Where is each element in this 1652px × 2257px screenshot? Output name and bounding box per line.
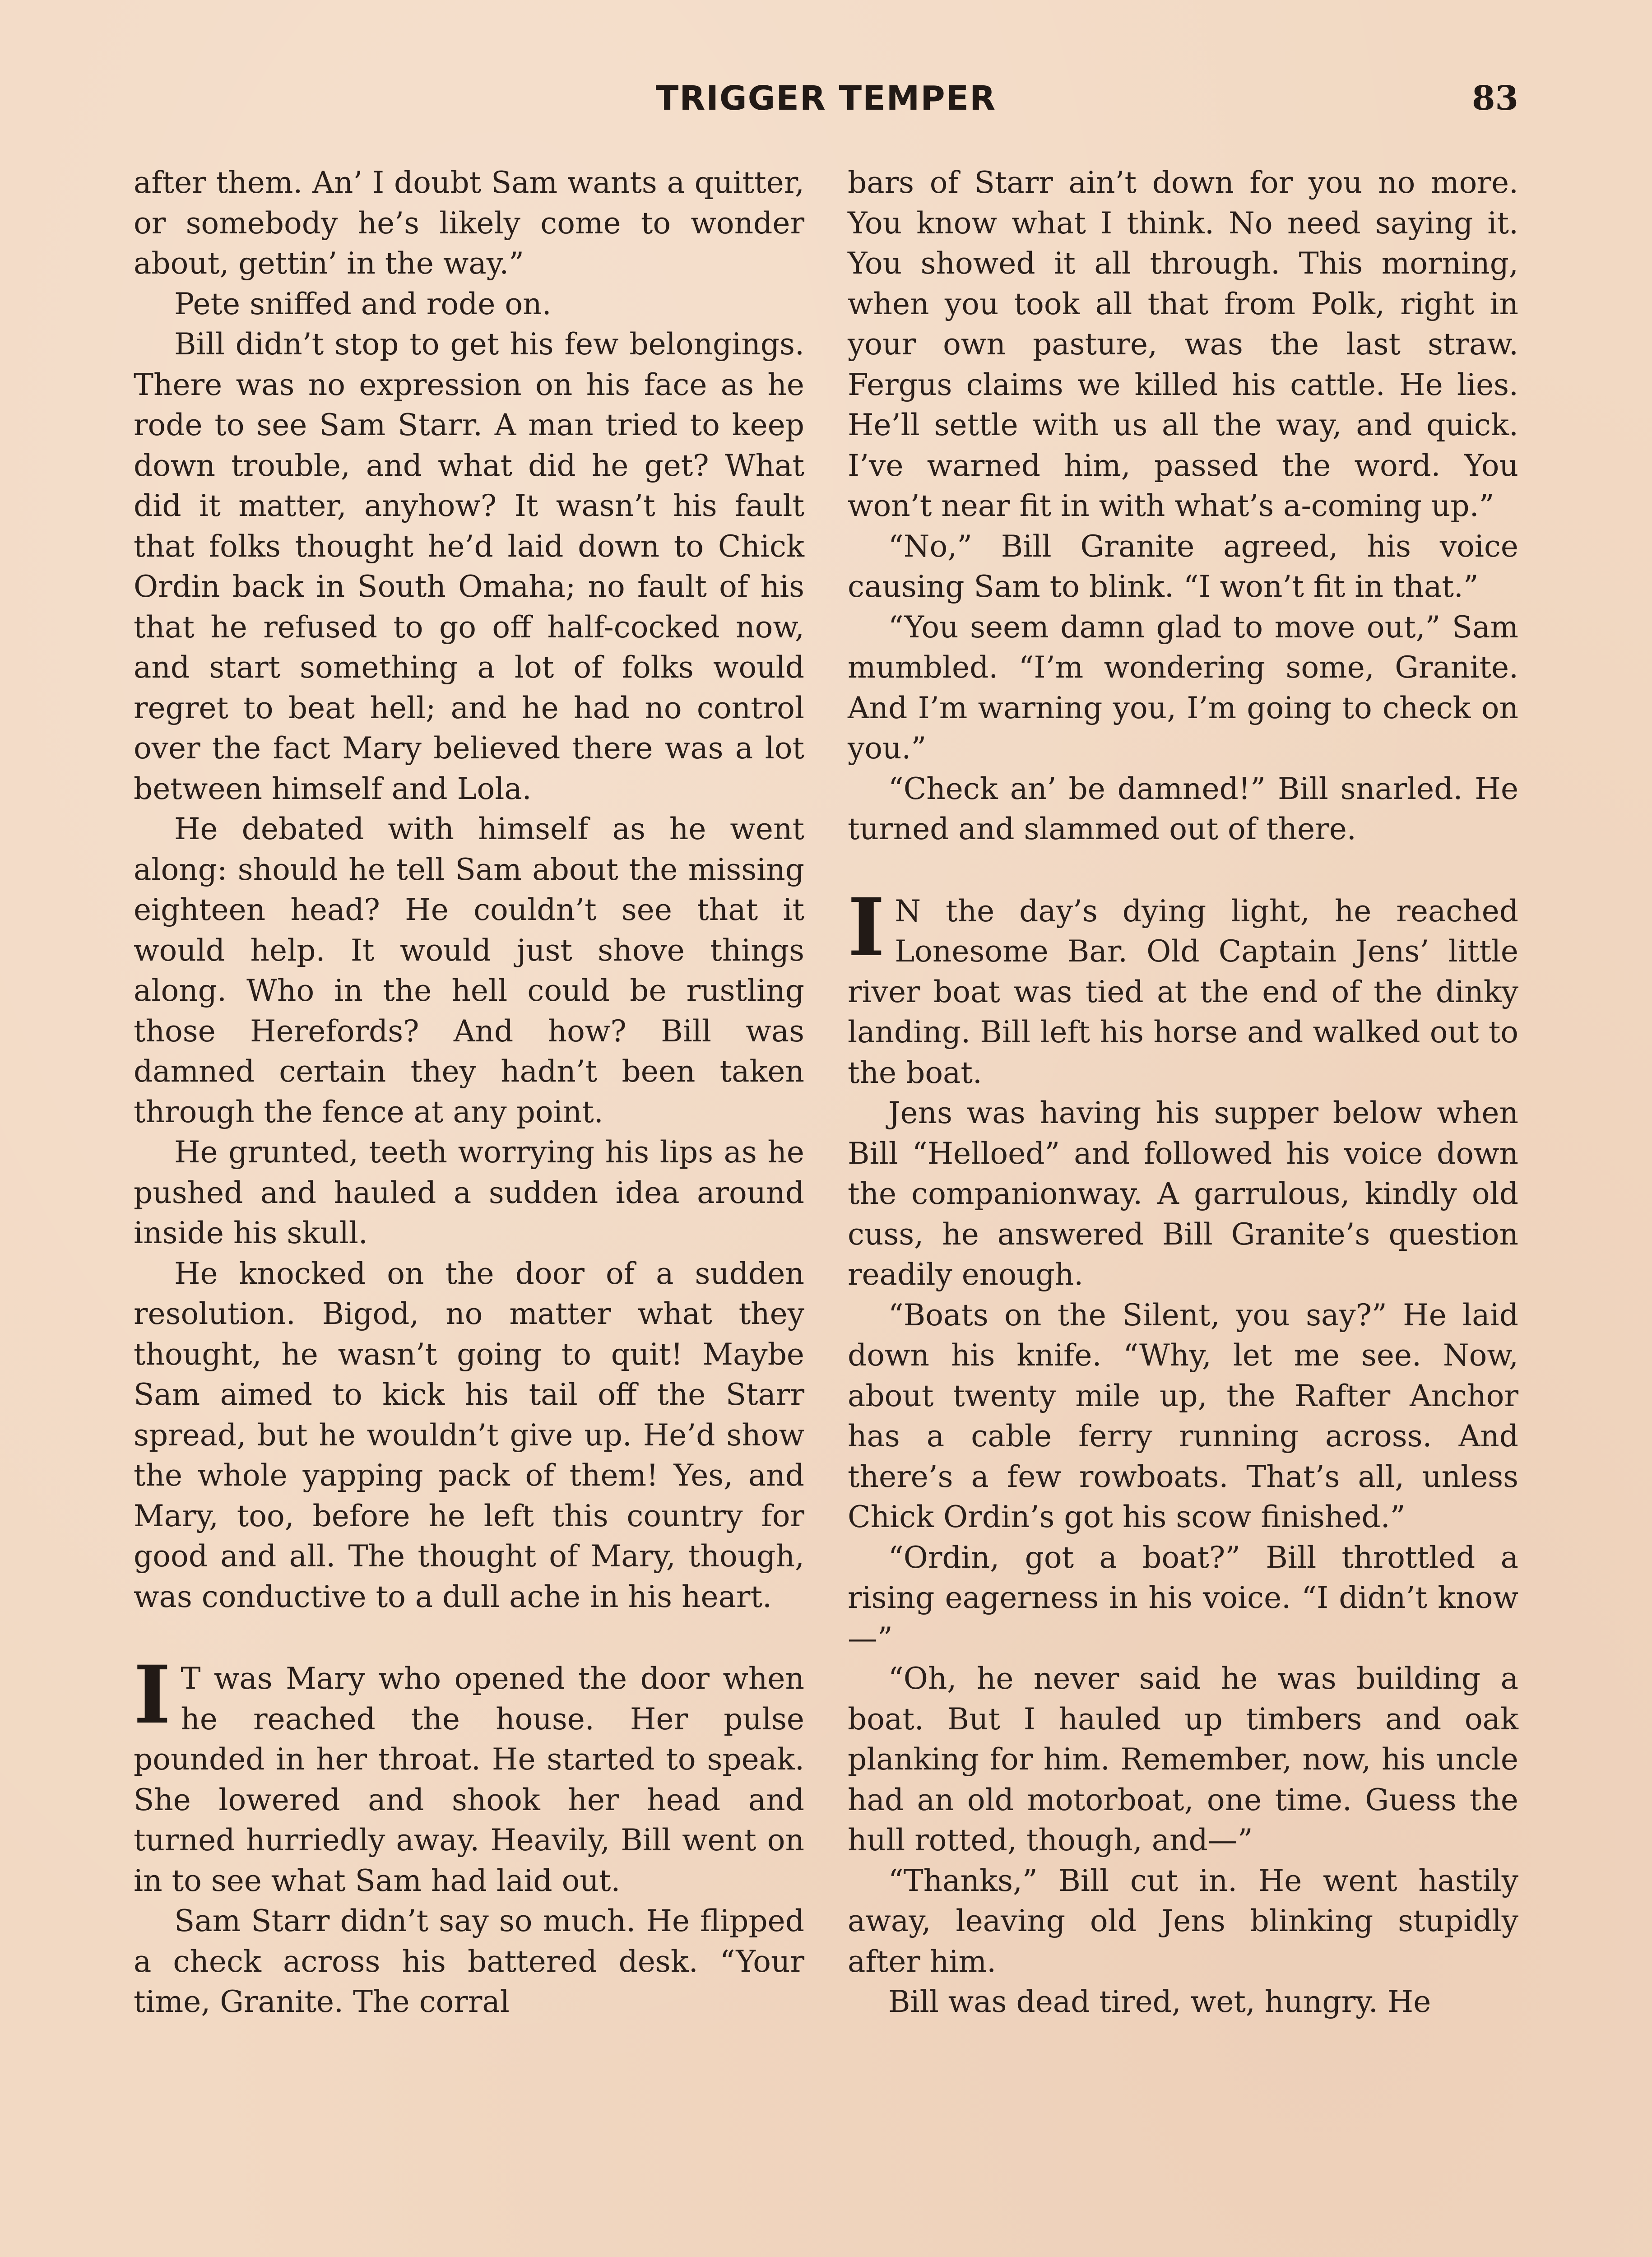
drop-cap: I: [134, 1648, 171, 1742]
drop-cap: I: [848, 880, 885, 974]
paragraph: “Ordin, got a boat?” Bill throttled a rising eagerness in his voice. “I didn’t know—”: [848, 1540, 1518, 1656]
paragraph: Bill was dead tired, wet, hungry. He: [888, 1984, 1431, 2019]
paragraph: Jens was having his supper below when Bill “Helloed” and followed his voice down the companionway. A garrulous, kindly old cuss, he answered Bill Granite’s question readily enough.: [848, 1096, 1518, 1292]
paragraph: “No,” Bill Granite agreed, his voice causing Sam to blink. “I won’t fit in that.”: [848, 529, 1518, 604]
paragraph: Bill didn’t stop to get his few belongings. There was no expression on his face as he rode to see Sam Starr. A man tried to keep down trouble, and what did he get? What did it matter, anyhow? It wasn’t his fault that folks thought he’d laid down to Chick Ordin back in South Omaha; no fault of his that he refused to go off half-cocked now, and start something a lot of folks would regret to beat hell; and he had no control over the fact Mary believed there was a lot between himself and Lola.: [134, 327, 804, 806]
right-column: [848, 163, 1518, 2257]
paragraph: Sam Starr didn’t say so much. He flipped a check across his battered desk. “Your time, Granite. The corral: [134, 1904, 804, 2019]
left-column: [134, 163, 804, 2257]
paragraph-text: T was Mary who opened the door when he reached the house. Her pulse pounded in her throat. He started to speak. She lowered and shook her head and turned hurriedly away. Heavily, Bill went on in to see what Sam had laid out.: [134, 1661, 804, 1898]
running-title: TRIGGER TEMPER: [655, 79, 997, 118]
section-opening-paragraph: [848, 880, 1518, 1093]
paragraph: “Check an’ be damned!” Bill snarled. He turned and slammed out of there.: [848, 771, 1518, 846]
section-break: [848, 850, 1518, 891]
paragraph: He knocked on the door of a sudden resolution. Bigod, no matter what they thought, he wasn’t going to quit! Maybe Sam aimed to kick his tail off the Starr spread, but he wouldn’t give up. He’d show the whole yapping pack of them! Yes, and Mary, too, before he left this country for good and all. The thought of Mary, though, was conductive to a dull ache in his heart.: [134, 1256, 804, 1614]
page-number: 83: [1472, 79, 1518, 118]
section-break: [134, 1617, 804, 1658]
paragraph: bars of Starr ain’t down for you no more. You know what I think. No need saying it. You showed it all through. This morning, when you took all that from Polk, right in your own pasture, was the last straw. Fergus claims we killed his cattle. He lies. He’ll settle with us all the way, and quick. I’ve warned him, passed the word. You won’t near fit in with what’s a-coming up.”: [848, 165, 1518, 523]
paragraph: “Thanks,” Bill cut in. He went hastily away, leaving old Jens blinking stupidly after him.: [848, 1863, 1518, 1979]
paragraph: He grunted, teeth worrying his lips as he pushed and hauled a sudden idea around inside his skull.: [134, 1135, 804, 1250]
paragraph: “Oh, he never said he was building a boat. But I hauled up timbers and oak planking for him. Remember, now, his uncle had an old motorboat, one time. Guess the hull rotted, though, and—”: [848, 1661, 1518, 1858]
page-header: [134, 79, 1518, 129]
paragraph: after them. An’ I doubt Sam wants a quitter, or somebody he’s likely come to wonder about, gettin’ in the way.”: [134, 165, 804, 281]
paragraph: “Boats on the Silent, you say?” He laid down his knife. “Why, let me see. Now, about twenty mile up, the Rafter Anchor has a cable ferry running across. And there’s a few rowboats. That’s all, unless Chick Ordin’s got his scow finished.”: [848, 1297, 1518, 1534]
paragraph: He debated with himself as he went along: should he tell Sam about the missing eighteen head? He couldn’t see that it would help. It would just shove things along. Who in the hell could be rustling those Herefords? And how? Bill was damned certain they hadn’t been taken through the fence at any point.: [134, 812, 804, 1129]
text-columns: [134, 163, 1518, 2257]
section-opening-paragraph: [134, 1648, 804, 1901]
paragraph: “You seem damn glad to move out,” Sam mumbled. “I’m wondering some, Granite. And I’m warning you, I’m going to check on you.”: [848, 609, 1518, 766]
paragraph-text: N the day’s dying light, he reached Lonesome Bar. Old Captain Jens’ little river boat was tied at the end of the dinky landing. Bill left his horse and walked out to the boat.: [848, 893, 1518, 1090]
paragraph: Pete sniffed and rode on.: [174, 286, 552, 321]
